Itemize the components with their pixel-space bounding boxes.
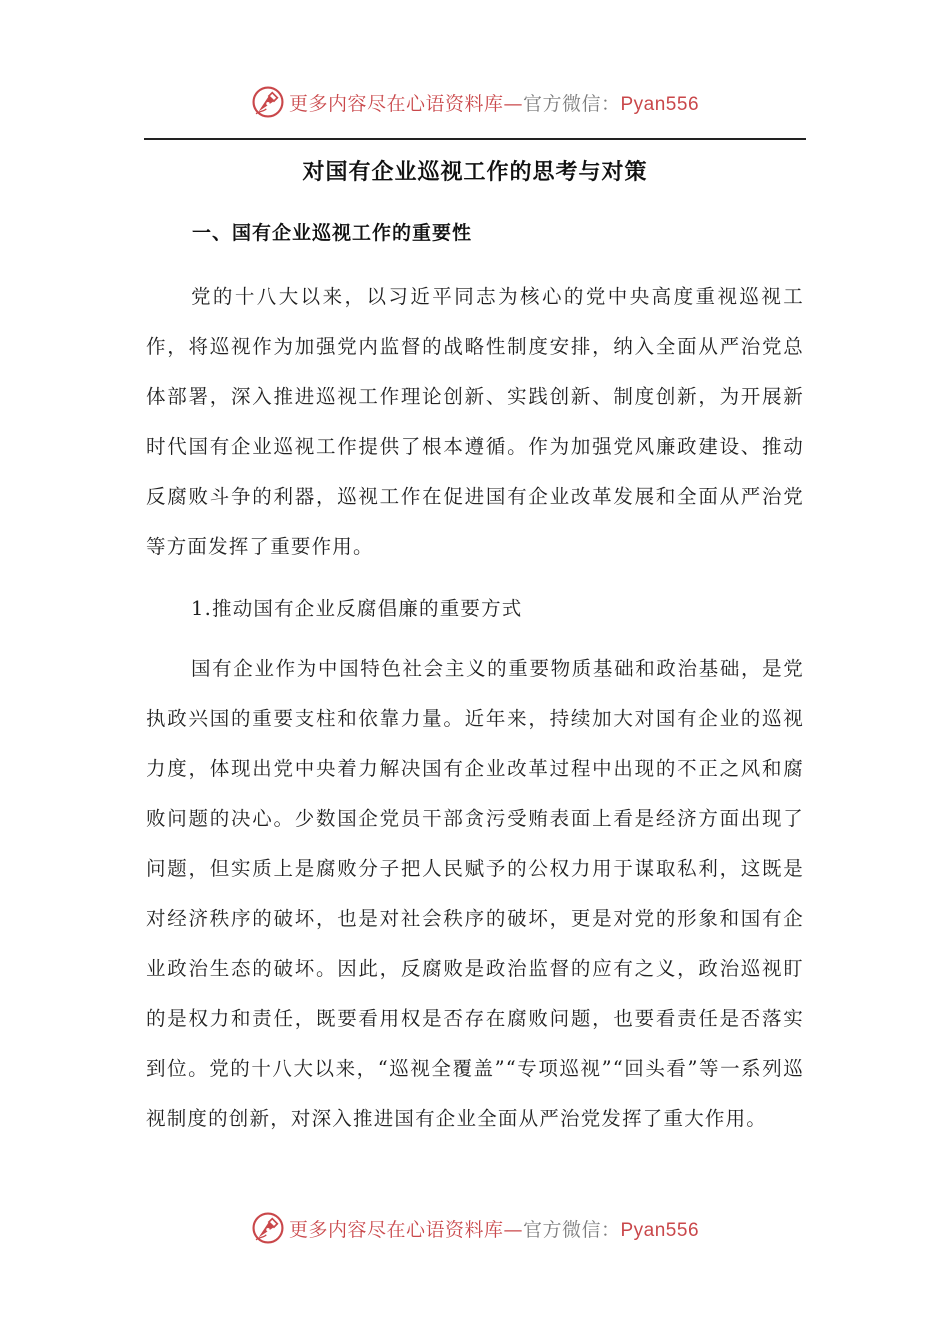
watermark-wechat-account: Pyan556 — [620, 93, 700, 115]
section-heading: 一、国有企业巡视工作的重要性 — [192, 222, 473, 244]
watermark-brand-text: 更多内容尽在心语资料库 — [288, 1218, 504, 1241]
watermark-text — [289, 1215, 699, 1242]
document-title: 对国有企业巡视工作的思考与对策 — [302, 160, 648, 185]
watermark-dash: — — [503, 92, 523, 115]
body-paragraph-2: 国有企业作为中国特色社会主义的重要物质基础和政治基础，是党执政兴国的重要支柱和依靠力量。近年来，持续加大对国有企业的巡视力度，体现出党中央着力解决国有企业改革过程中出现的不正之风和腐败问题的决心。少数国企党员干部贪污受贿表面上看是经济方面出现了问题，但实质上是腐败分子把人民赋予的公权力用于谋取私利，这既是对经济秩序的破坏，也是对社会秩序的破坏，更是对党的形象和国有企业政治生态的破坏。因此，反腐败是政治监督的应有之义，政治巡视盯的是权力和责任，既要看用权是否存在腐败问题，也要看责任是否落实到位。党的十八大以来，“巡视全覆盖”“专项巡视”“回头看”等一系列巡视制度的创新，对深入推进国有企业全面从严治党发挥了重大作用。 — [146, 657, 804, 1130]
watermark-brand-text: 更多内容尽在心语资料库 — [288, 92, 504, 115]
pen-nib-logo-icon — [251, 85, 285, 119]
body-paragraph-1: 党的十八大以来，以习近平同志为核心的党中央高度重视巡视工作，将巡视作为加强党内监督的战略性制度安排，纳入全面从严治党总体部署，深入推进巡视工作理论创新、实践创新、制度创新，为开展新时代国有企业巡视工作提供了根本遵循。作为加强党风廉政建设、推动反腐败斗争的利器，巡视工作在促进国有企业改革发展和全面从严治党等方面发挥了重要作用。 — [146, 285, 804, 558]
watermark-wechat-account: Pyan556 — [620, 1219, 700, 1241]
header-watermark-banner — [0, 82, 950, 122]
header-divider — [144, 138, 806, 140]
watermark-text — [289, 89, 699, 116]
watermark-wechat-label: 官方微信： — [522, 1218, 621, 1241]
footer-watermark-banner — [0, 1208, 950, 1248]
watermark-dash: — — [503, 1218, 523, 1241]
subsection-heading: 1.推动国有企业反腐倡廉的重要方式 — [191, 597, 523, 620]
pen-nib-logo-icon — [251, 1211, 285, 1245]
watermark-wechat-label: 官方微信： — [522, 92, 621, 115]
